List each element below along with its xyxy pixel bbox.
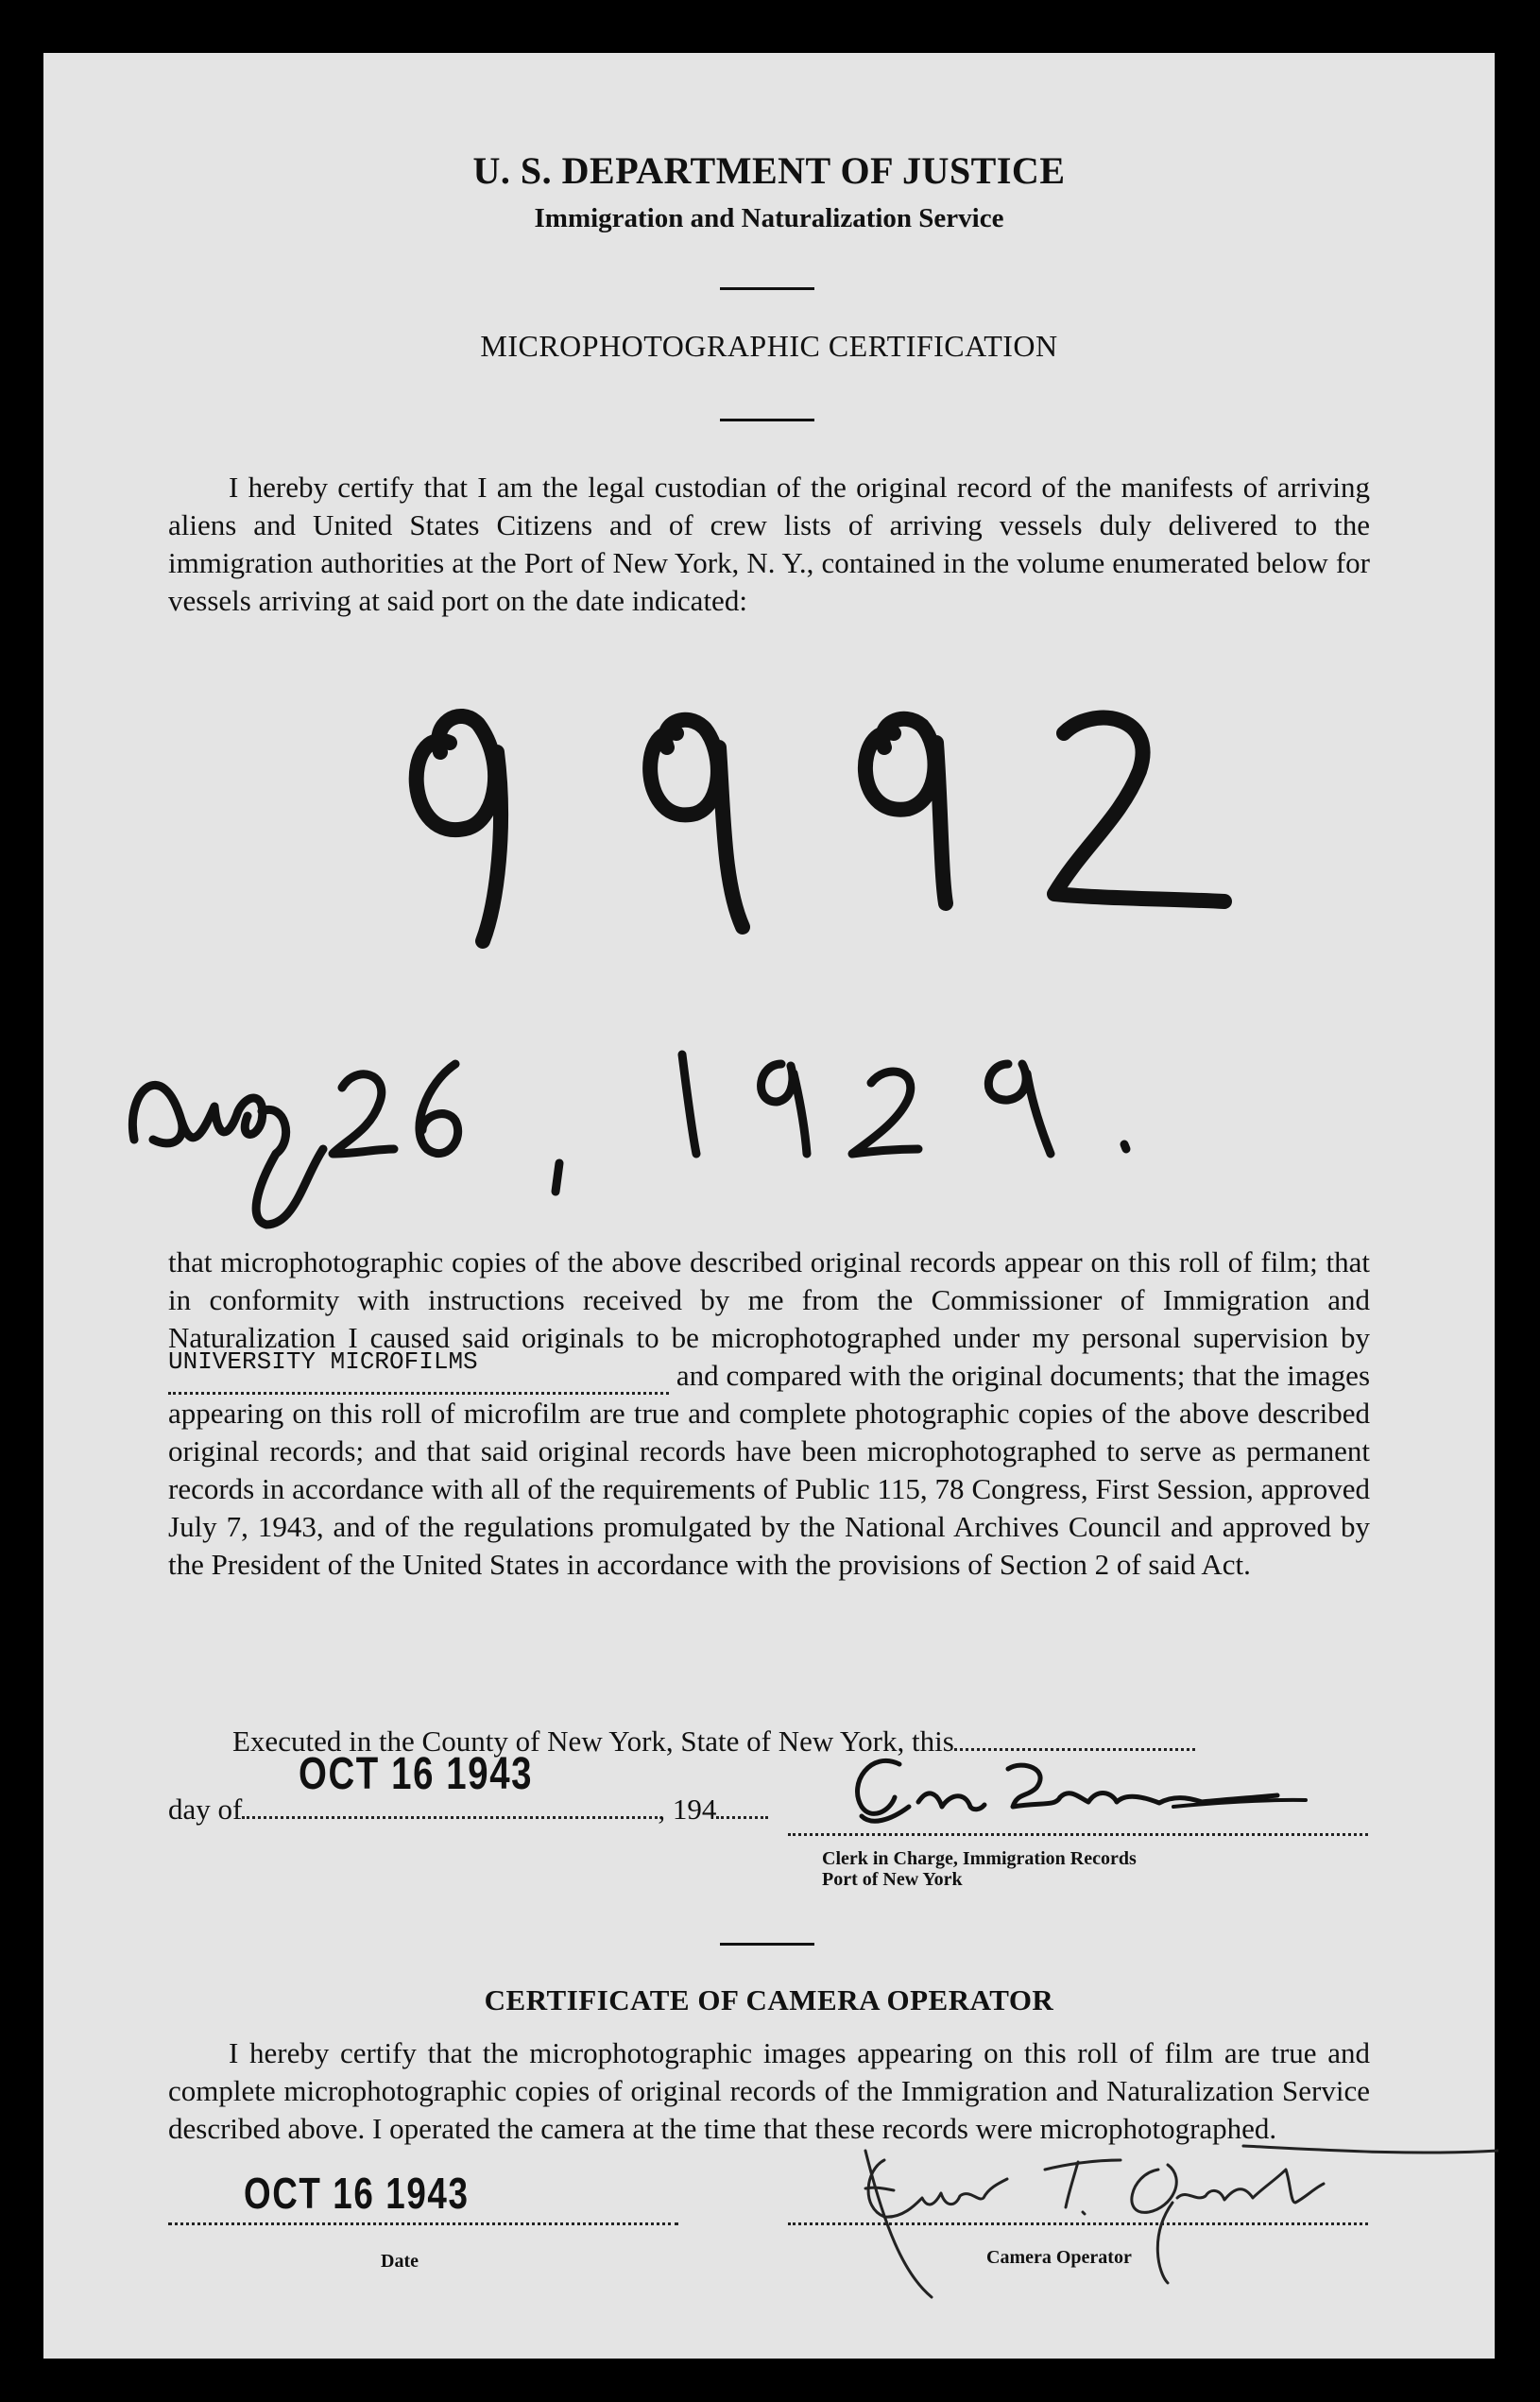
date-label: Date <box>381 2251 419 2272</box>
microfilm-company-field <box>168 1347 669 1395</box>
execution-date-stamp: OCT 16 1943 <box>299 1749 534 1799</box>
date-line <box>168 2222 678 2225</box>
certification-heading: MICROPHOTOGRAPHIC CERTIFICATION <box>480 329 1058 363</box>
divider-bottom <box>720 1943 814 1946</box>
day-of-field <box>242 1749 658 1819</box>
department-title: U. S. DEPARTMENT OF JUSTICE <box>472 149 1066 192</box>
body-paragraph-part2: and compared with the original documents; that the images appearing on this roll of microfilm are true and complete photographic copies of the above described original records; and that said original records have been microphotographed to serve as permanent records in accordance with all of the requirements of Public 115, 78 Congress, First Session, approved July 7, 1943, and of the regulations promulgated by the National Archives Council and approved by the President of the United States in accordance with the provisions of Section 2 of said Act. <box>168 1359 1371 1581</box>
camera-operator-label: Camera Operator <box>986 2247 1132 2268</box>
year-field <box>716 1792 768 1819</box>
clerk-title-line2: Port of New York <box>822 1869 963 1890</box>
handwritten-date <box>106 998 1334 1262</box>
service-subtitle: Immigration and Naturalization Service <box>534 203 1004 233</box>
body-paragraph-part1: that microphotographic copies of the above described original records appear on this roll of film; that in conformity with instructions received by me from the Commissioner of Immigration and Naturalization I caused said originals to be microphotographed under my personal supervision by <box>168 1245 1370 1354</box>
divider-top <box>720 287 814 290</box>
operator-date-stamp: OCT 16 1943 <box>244 2169 470 2218</box>
camera-operator-signature-line <box>788 2222 1368 2225</box>
camera-operator-paragraph-text: I hereby certify that the microphotographic images appearing on this roll of film are true and complete microphotographic copies of original records of the Immigration and Naturalization Service described above. I operated the camera at the time that these records were microphotographed. <box>168 2036 1370 2145</box>
clerk-title-line1: Clerk in Charge, Immigration Records <box>822 1848 1137 1869</box>
day-of-label: day of <box>168 1793 243 1826</box>
clerk-title <box>822 1848 1137 1890</box>
clerk-signature <box>833 1741 1362 1844</box>
body-paragraph <box>168 1244 1370 1584</box>
camera-operator-heading: CERTIFICATE OF CAMERA OPERATOR <box>484 1983 1054 2016</box>
divider-mid <box>720 419 814 421</box>
execution-text: Executed in the County of New York, State of New York, this <box>232 1724 954 1758</box>
certificate-page <box>43 53 1495 2359</box>
intro-paragraph-text: I hereby certify that I am the legal custodian of the original record of the manifests of arriving aliens and United States Citizens and of crew lists of arriving vessels duly delivered to the immigration authorities at the Port of New York, N. Y., contained in the volume enumerated below for vessels arriving at said port on the date indicated: <box>168 471 1370 617</box>
day-of-line <box>168 1749 768 1827</box>
intro-paragraph <box>168 469 1370 620</box>
year-prefix: , 194 <box>658 1793 717 1826</box>
handwritten-volume-number <box>365 658 1309 979</box>
clerk-signature-line <box>788 1833 1368 1836</box>
microfilm-company-name: UNIVERSITY MICROFILMS <box>168 1347 478 1376</box>
camera-operator-signature <box>847 2113 1498 2302</box>
